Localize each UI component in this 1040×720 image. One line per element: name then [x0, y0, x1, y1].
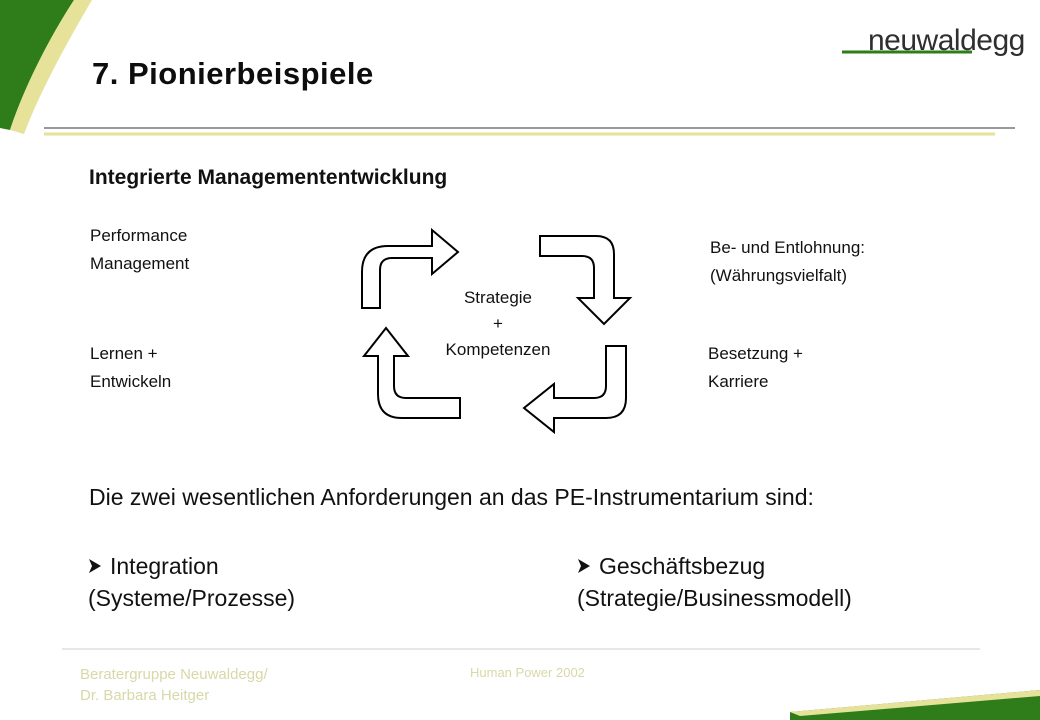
- cycle-label-line: Management: [90, 254, 190, 273]
- cycle-center-label: [418, 285, 578, 363]
- requirements-text: Die zwei wesentlichen Anforderungen an das PE-Instrumentarium sind:: [89, 484, 814, 510]
- footer-author-line: Dr. Barbara Heitger: [80, 687, 210, 704]
- arrowhead-bullet-icon: [577, 558, 591, 574]
- cycle-label-line: Performance: [90, 226, 188, 245]
- center-label-line: Strategie: [463, 288, 533, 307]
- center-label-line: +: [493, 314, 503, 333]
- cycle-label-performance: [90, 222, 189, 278]
- bullet-detail: (Systeme/Prozesse): [88, 585, 296, 611]
- footer-event: Human Power 2002: [470, 665, 585, 680]
- bullet-detail: (Strategie/Businessmodell): [577, 585, 852, 611]
- arrowhead-bullet-icon: [88, 558, 102, 574]
- cycle-label-line: Lernen +: [90, 344, 158, 363]
- cycle-label-compensation: [710, 234, 865, 290]
- footer-author: [80, 664, 268, 706]
- neuwaldegg-logo: neuwaldegg: [868, 24, 1025, 57]
- cycle-label-staffing: [708, 340, 803, 396]
- bullet-integration: [88, 550, 295, 614]
- cycle-label-line: Karriere: [708, 372, 769, 391]
- cycle-label-line: (Währungsvielfalt): [710, 266, 847, 285]
- page-title: 7. Pionierbeispiele: [92, 56, 374, 91]
- cycle-label-line: Entwickeln: [90, 372, 172, 391]
- bullet-title: Geschäftsbezug: [599, 553, 766, 579]
- footer-author-line: Beratergruppe Neuwaldegg/: [80, 666, 268, 683]
- cycle-label-line: Be- und Entlohnung:: [710, 238, 866, 257]
- center-label-line: Kompetenzen: [445, 340, 551, 359]
- section-subtitle: Integrierte Managemententwicklung: [89, 166, 448, 189]
- cycle-label-line: Besetzung +: [708, 344, 803, 363]
- cycle-label-learning: [90, 340, 171, 396]
- bullet-title: Integration: [110, 553, 219, 579]
- bullet-business-relevance: [577, 550, 852, 614]
